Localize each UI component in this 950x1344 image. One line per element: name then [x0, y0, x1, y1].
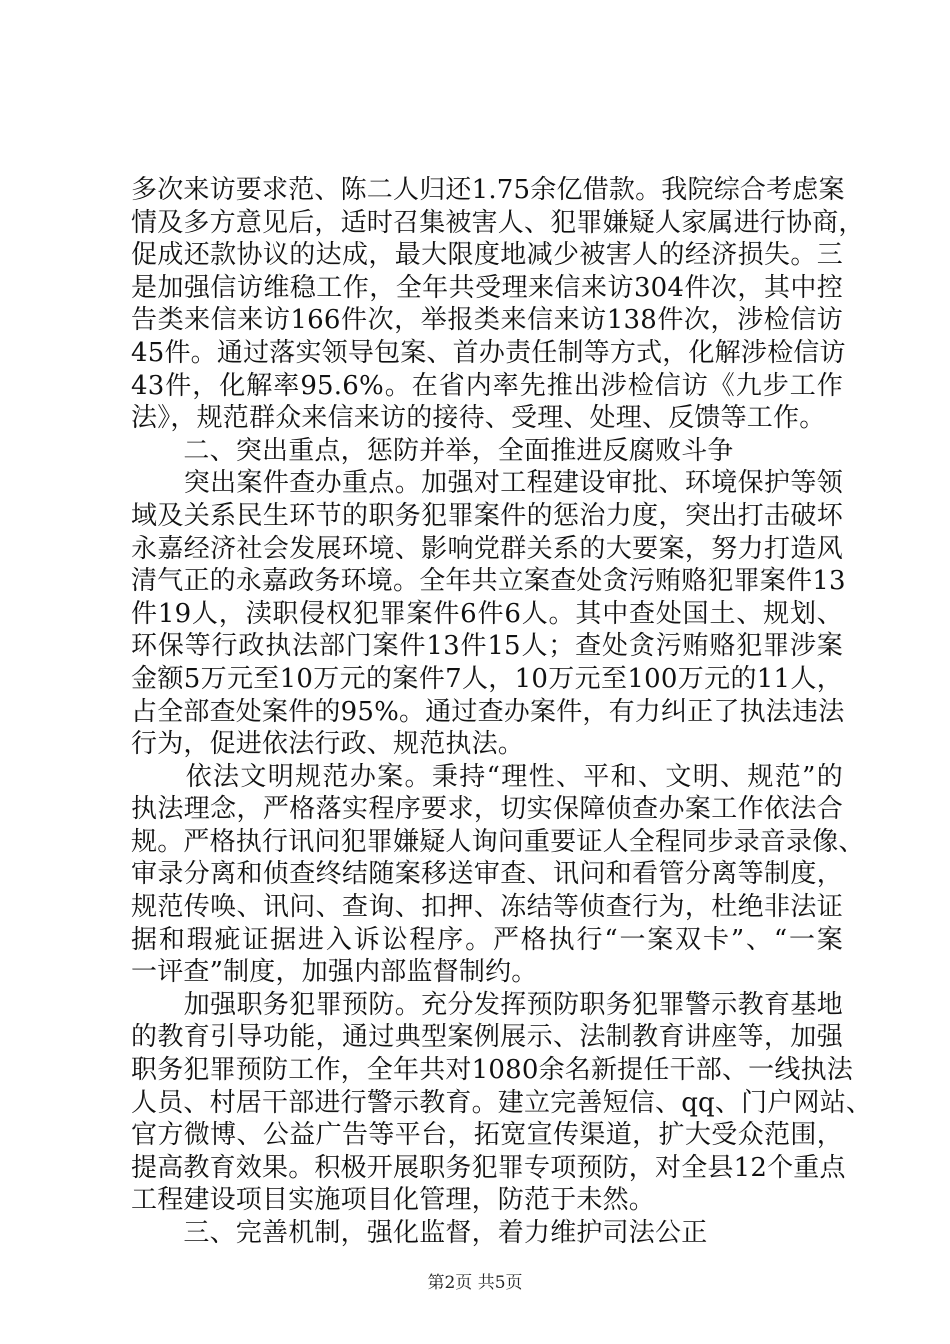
text-line: 环保等行政执法部门案件13件15人；查处贪污贿赂犯罪涉案	[131, 631, 843, 662]
text-line: 行为，促进依法行政、规范执法。	[131, 729, 525, 760]
text-line: 官方微博、公益广告等平台，拓宽宣传渠道，扩大受众范围，	[131, 1120, 843, 1151]
text-line: 二、突出重点，惩防并举，全面推进反腐败斗争	[131, 435, 734, 466]
text-line: 据和瑕疵证据进入诉讼程序。严格执行“一案双卡”、“一案	[131, 924, 843, 955]
text-line: 清气正的永嘉政务环境。全年共立案查处贪污贿赂犯罪案件13	[131, 566, 846, 597]
text-line: 45件。通过落实领导包案、首办责任制等方式，化解涉检信访	[131, 337, 846, 368]
text-line: 职务犯罪预防工作，全年共对1080余名新提任干部、一线执法	[131, 1055, 853, 1086]
text-line: 告类来信来访166件次，举报类来信来访138件次，涉检信访	[131, 305, 843, 336]
text-line: 占全部查处案件的95%。通过查办案件，有力纠正了执法违法	[131, 696, 845, 727]
text-line: 突出案件查办重点。加强对工程建设审批、环境保护等领	[131, 468, 843, 499]
text-line: 规。严格执行讯问犯罪嫌疑人询问重要证人全程同步录音录像、	[131, 826, 865, 857]
text-line: 执法理念，严格落实程序要求，切实保障侦查办案工作依法合	[131, 794, 843, 825]
text-line: 是加强信访维稳工作，全年共受理来信来访304件次，其中控	[131, 272, 843, 303]
text-line: 件19人，渎职侵权犯罪案件6件6人。其中查处国土、规划、	[131, 598, 843, 629]
text-line: 工程建设项目实施项目化管理，防范于未然。	[131, 1185, 656, 1216]
text-line: 人员、村居干部进行警示教育。建立完善短信、qq、门户网站、	[131, 1087, 873, 1118]
text-line: 加强职务犯罪预防。充分发挥预防职务犯罪警示教育基地	[131, 989, 843, 1020]
text-line: 促成还款协议的达成，最大限度地减少被害人的经济损失。三	[131, 240, 843, 271]
text-line: 依法文明规范办案。秉持“理性、平和、文明、规范”的	[131, 761, 843, 792]
text-line: 情及多方意见后，适时召集被害人、犯罪嫌疑人家属进行协商，	[131, 207, 865, 238]
text-line: 规范传唤、讯问、查询、扣押、冻结等侦查行为，杜绝非法证	[131, 892, 843, 923]
text-line: 法》，规范群众来信来访的接待、受理、处理、反馈等工作。	[131, 403, 826, 434]
text-line: 43件，化解率95.6%。在省内率先推出涉检信访《九步工作	[131, 370, 843, 401]
text-line: 多次来访要求范、陈二人归还1.75余亿借款。我院综合考虑案	[131, 175, 845, 205]
text-line: 的教育引导功能，通过典型案例展示、法制教育讲座等，加强	[131, 1022, 843, 1053]
text-line: 一评查”制度，加强内部监督制约。	[131, 957, 538, 988]
body-text	[131, 174, 873, 1250]
text-line: 永嘉经济社会发展环境、影响党群关系的大要案，努力打造风	[131, 533, 843, 564]
text-line: 金额5万元至10万元的案件7人，10万元至100万元的11人，	[131, 663, 843, 694]
text-line: 三、完善机制，强化监督，着力维护司法公正	[131, 1218, 708, 1248]
page-footer: 第2页 共5页	[427, 1273, 523, 1293]
text-line: 提高教育效果。积极开展职务犯罪专项预防，对全县12个重点	[131, 1152, 846, 1183]
text-line: 审录分离和侦查终结随案移送审查、讯问和看管分离等制度，	[131, 859, 843, 890]
text-line: 域及关系民生环节的职务犯罪案件的惩治力度，突出打击破坏	[131, 500, 843, 531]
